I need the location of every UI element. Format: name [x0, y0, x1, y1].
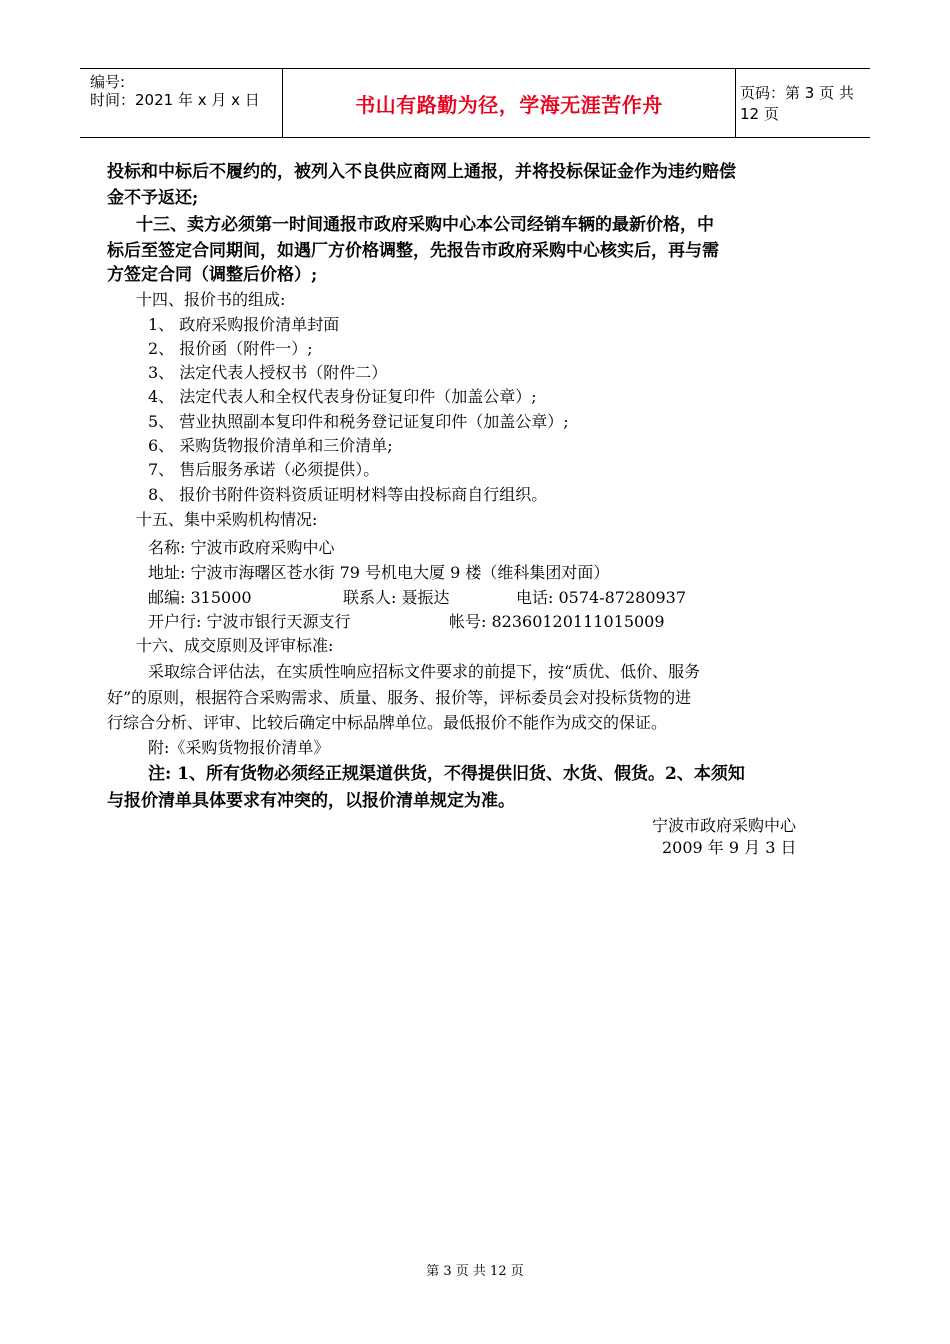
- section-heading: 十六、成交原则及评审标准:: [136, 636, 334, 655]
- signature-date: 2009 年 9 月 3 日: [662, 838, 797, 857]
- note-line: 注: 1、所有货物必须经正规渠道供货，不得提供旧货、水货、假货。2、本须知: [148, 764, 745, 784]
- para-line: 十三、卖方必须第一时间通报市政府采购中心本公司经销车辆的最新价格，中: [136, 215, 714, 235]
- number-label: 编号:: [90, 73, 126, 91]
- org-zip: 邮编: 315000: [148, 588, 252, 607]
- list-item: 3、 法定代表人授权书（附件二）: [148, 363, 388, 382]
- para-line: 金不予返还;: [107, 188, 199, 208]
- list-item: 7、 售后服务承诺（必须提供）。: [148, 460, 380, 479]
- header-page-info: 页码：第 3 页 共 12 页: [740, 84, 854, 123]
- org-name: 名称: 宁波市政府采购中心: [148, 538, 335, 557]
- para-line: 标后至签定合同期间，如遇厂方价格调整，先报告市政府采购中心核实后，再与需: [107, 241, 719, 261]
- attachment-note: 附:《采购货物报价清单》: [148, 738, 330, 757]
- list-item: 2、 报价函（附件一）;: [148, 339, 313, 358]
- list-item: 1、 政府采购报价清单封面: [148, 315, 340, 334]
- list-item: 6、 采购货物报价清单和三价清单;: [148, 436, 393, 455]
- org-account: 帐号: 82360120111015009: [449, 612, 665, 631]
- note-line: 与报价清单具体要求有冲突的，以报价清单规定为准。: [107, 791, 515, 811]
- header-motto: 书山有路勤为径，学海无涯苦作舟: [282, 69, 736, 137]
- header-meta: [80, 69, 280, 137]
- para-line: 采取综合评估法，在实质性响应招标文件要求的前提下，按“质优、低价、服务: [148, 662, 701, 681]
- page-footer: 第 3 页 共 12 页: [426, 1264, 524, 1279]
- para-line: 行综合分析、评审、比较后确定中标品牌单位。最低报价不能作为成交的保证。: [107, 713, 668, 732]
- org-address: 地址: 宁波市海曙区苍水街 79 号机电大厦 9 楼（维科集团对面）: [148, 563, 610, 582]
- org-phone: 电话: 0574-87280937: [516, 588, 687, 607]
- signature-org: 宁波市政府采购中心: [652, 816, 797, 835]
- para-line: 好”的原则，根据符合采购需求、质量、服务、报价等，评标委员会对投标货物的进: [107, 688, 692, 707]
- section-heading: 十四、报价书的组成:: [136, 290, 286, 309]
- time-label: 时间：2021 年 x 月 x 日: [90, 91, 260, 109]
- page-header: [80, 68, 870, 138]
- org-bank: 开户行: 宁波市银行天源支行: [148, 612, 351, 631]
- para-line: 方签定合同（调整后价格）;: [107, 265, 318, 285]
- list-item: 4、 法定代表人和全权代表身份证复印件（加盖公章）;: [148, 387, 537, 406]
- list-item: 5、 营业执照副本复印件和税务登记证复印件（加盖公章）;: [148, 412, 569, 431]
- para-line: 投标和中标后不履约的，被列入不良供应商网上通报，并将投标保证金作为违约赔偿: [107, 162, 736, 182]
- list-item: 8、 报价书附件资料资质证明材料等由投标商自行组织。: [148, 485, 548, 504]
- org-contact: 联系人: 聂振达: [343, 588, 450, 607]
- section-heading: 十五、集中采购机构情况:: [136, 510, 318, 529]
